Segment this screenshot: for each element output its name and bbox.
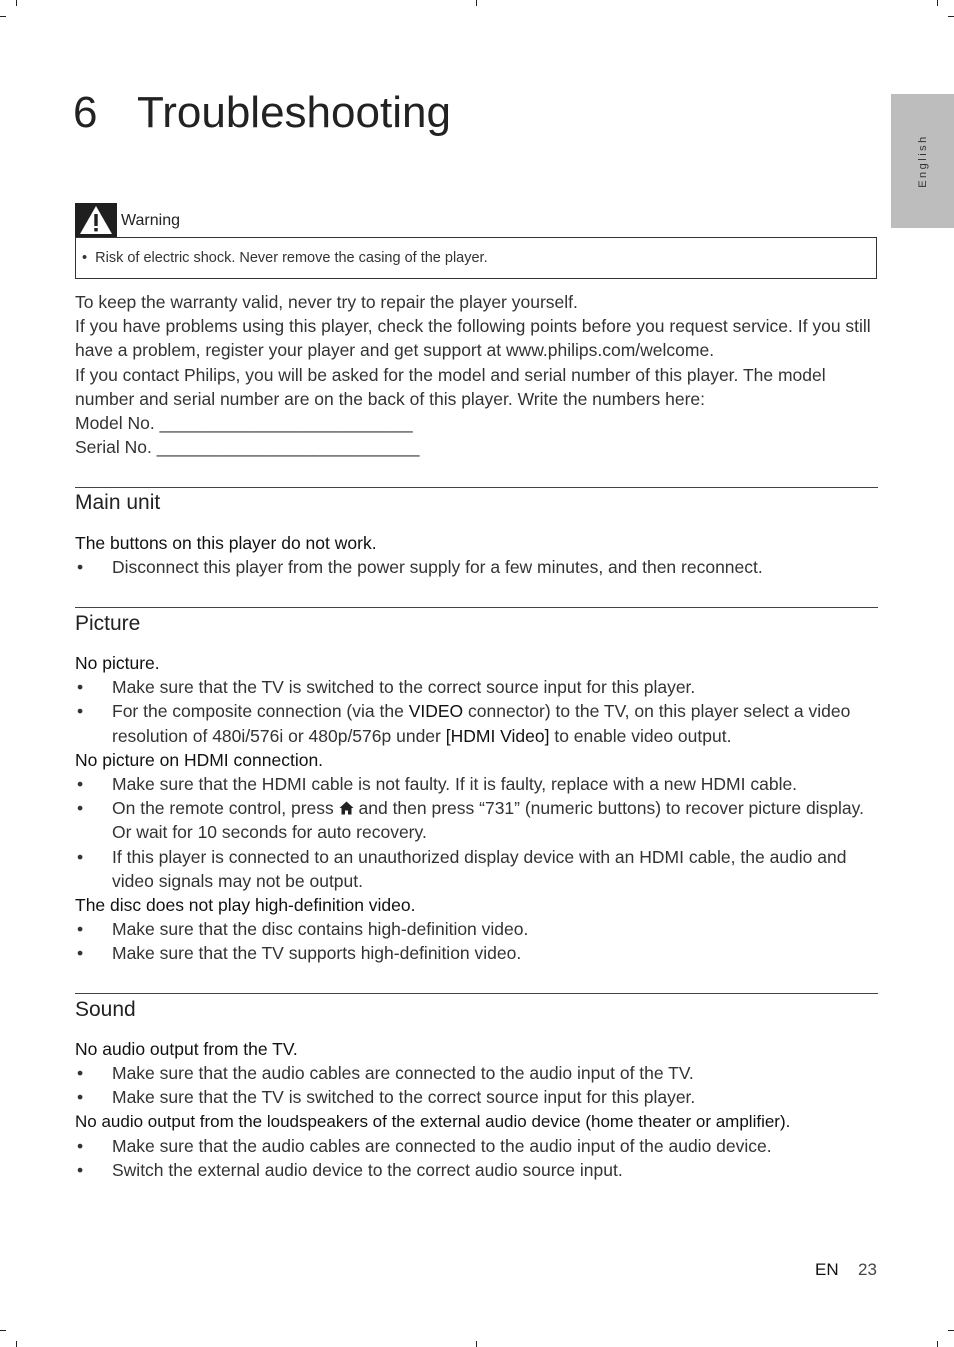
- bullet-text: and then press “731” (numeric buttons) to recover picture display. Or wait for 10 seconds for auto recovery.: [112, 798, 864, 843]
- crop-mark: [937, 1341, 938, 1347]
- problem-title: No audio output from the TV.: [75, 1039, 298, 1059]
- crop-mark: [16, 1341, 17, 1347]
- bullet-item: • Make sure that the disc contains high-definition video.: [77, 919, 529, 940]
- bullet-text: connector) to the TV, on this player select a video resolution of 480i/576i or 480p/576p under: [112, 701, 851, 746]
- bullet-item: • Disconnect this player from the power supply for a few minutes, and then reconnect.: [77, 557, 763, 578]
- bullet-text: Make sure that the TV is switched to the correct source input for this player.: [112, 677, 696, 698]
- serial-number-line: Serial No. ___________________________: [75, 437, 420, 458]
- page-number: 23: [858, 1260, 877, 1279]
- bullet-text: Make sure that the HDMI cable is not faulty. If it is faulty, replace with a new HDMI cable.: [112, 774, 798, 795]
- bullet-text: Make sure that the TV is switched to the correct source input for this player.: [112, 1087, 696, 1108]
- section-divider: [75, 607, 878, 608]
- bullet-item: • On the remote control, press and then press “731” (numeric buttons) to recover picture display. Or wait for 10 seconds for auto recovery.: [77, 798, 864, 843]
- crop-mark: [476, 1341, 477, 1347]
- intro-line: If you contact Philips, you will be asked for the model and serial number of this player. The model number and serial number are on the back of this player. Write the numbers here:: [75, 364, 826, 409]
- bullet-item: • Make sure that the TV is switched to the correct source input for this player.: [77, 677, 696, 698]
- section-heading-sound: Sound: [75, 998, 136, 1021]
- sound-content: [75, 1037, 875, 1182]
- main-unit-content: [75, 531, 875, 579]
- bullet-item: • Switch the external audio device to the correct audio source input.: [77, 1160, 623, 1181]
- bullet-item: • Make sure that the TV supports high-definition video.: [77, 943, 522, 964]
- problem-title: No picture on HDMI connection.: [75, 749, 324, 770]
- bullet-text: Switch the external audio device to the correct audio source input.: [112, 1160, 623, 1181]
- chapter-title: Troubleshooting: [137, 88, 451, 137]
- bullet-item: • Make sure that the audio cables are connected to the audio input of the TV.: [77, 1063, 694, 1084]
- warning-box: [75, 237, 877, 279]
- language-side-tab: [891, 94, 954, 228]
- crop-mark: [948, 16, 954, 17]
- crop-mark: [948, 1330, 954, 1331]
- chapter-heading: [73, 88, 451, 138]
- problem-title: The disc does not play high-definition video.: [75, 895, 416, 916]
- chapter-number: 6: [73, 88, 98, 137]
- picture-content: [75, 651, 875, 966]
- warning-item-text: Risk of electric shock. Never remove the casing of the player.: [95, 250, 488, 266]
- bullet-text: Make sure that the TV supports high-definition video.: [112, 943, 522, 964]
- crop-mark: [476, 0, 477, 6]
- problem-title: No picture.: [75, 653, 160, 673]
- footer-language: EN: [815, 1260, 839, 1279]
- home-icon: [339, 797, 354, 811]
- intro-line: If you have problems using this player, check the following points before you request service. If you still have a problem, register your player and get support at www.philips.com/welcome.: [75, 316, 871, 361]
- crop-mark: [16, 0, 17, 6]
- bullet-text: For the composite connection (via the: [112, 701, 409, 722]
- crop-mark: [0, 1330, 6, 1331]
- video-connector-label: VIDEO: [408, 701, 464, 722]
- section-heading-picture: Picture: [75, 612, 141, 635]
- hdmi-video-menu-label: [HDMI Video]: [445, 725, 550, 746]
- language-tab-label: English: [916, 134, 929, 188]
- warning-item: • Risk of electric shock. Never remove the casing of the player.: [82, 250, 488, 266]
- bullet-text: Make sure that the audio cables are connected to the audio input of the TV.: [112, 1063, 694, 1084]
- model-number-line: Model No. __________________________: [75, 413, 413, 434]
- bullet-text: to enable video output.: [549, 725, 732, 746]
- intro-line: To keep the warranty valid, never try to repair the player yourself.: [75, 292, 578, 312]
- bullet-text: On the remote control, press: [112, 798, 339, 819]
- bullet-item: • Make sure that the TV is switched to the correct source input for this player.: [77, 1087, 696, 1108]
- problem-title: No audio output from the loudspeakers of the external audio device (home theater or amplifier).: [75, 1111, 791, 1131]
- bullet-text: Make sure that the audio cables are connected to the audio input of the audio device.: [112, 1135, 772, 1156]
- section-heading-main-unit: Main unit: [75, 491, 161, 514]
- section-divider: [75, 993, 878, 994]
- warning-label: Warning: [121, 212, 180, 229]
- intro-text: [75, 290, 875, 459]
- section-divider: [75, 487, 878, 488]
- crop-mark: [0, 16, 6, 17]
- warning-triangle-icon: [75, 203, 117, 237]
- crop-mark: [937, 0, 938, 6]
- problem-title: The buttons on this player do not work.: [75, 533, 377, 553]
- bullet-item: • Make sure that the HDMI cable is not faulty. If it is faulty, replace with a new HDMI cable.: [77, 774, 798, 795]
- bullet-item: • If this player is connected to an unauthorized display device with an HDMI cable, the audio and video signals may not be output.: [77, 846, 847, 891]
- bullet-text: Make sure that the disc contains high-definition video.: [112, 919, 529, 940]
- bullet-text: If this player is connected to an unauthorized display device with an HDMI cable, the audio and video signals may not be output.: [112, 846, 847, 891]
- bullet-item: • Make sure that the audio cables are connected to the audio input of the audio device.: [77, 1135, 772, 1156]
- bullet-text: Disconnect this player from the power supply for a few minutes, and then reconnect.: [112, 557, 763, 578]
- bullet-item: • For the composite connection (via the VIDEO connector) to the TV, on this player select a video resolution of 480i/576i or 480p/576p under [HDMI Video] to enable video output.: [77, 701, 851, 746]
